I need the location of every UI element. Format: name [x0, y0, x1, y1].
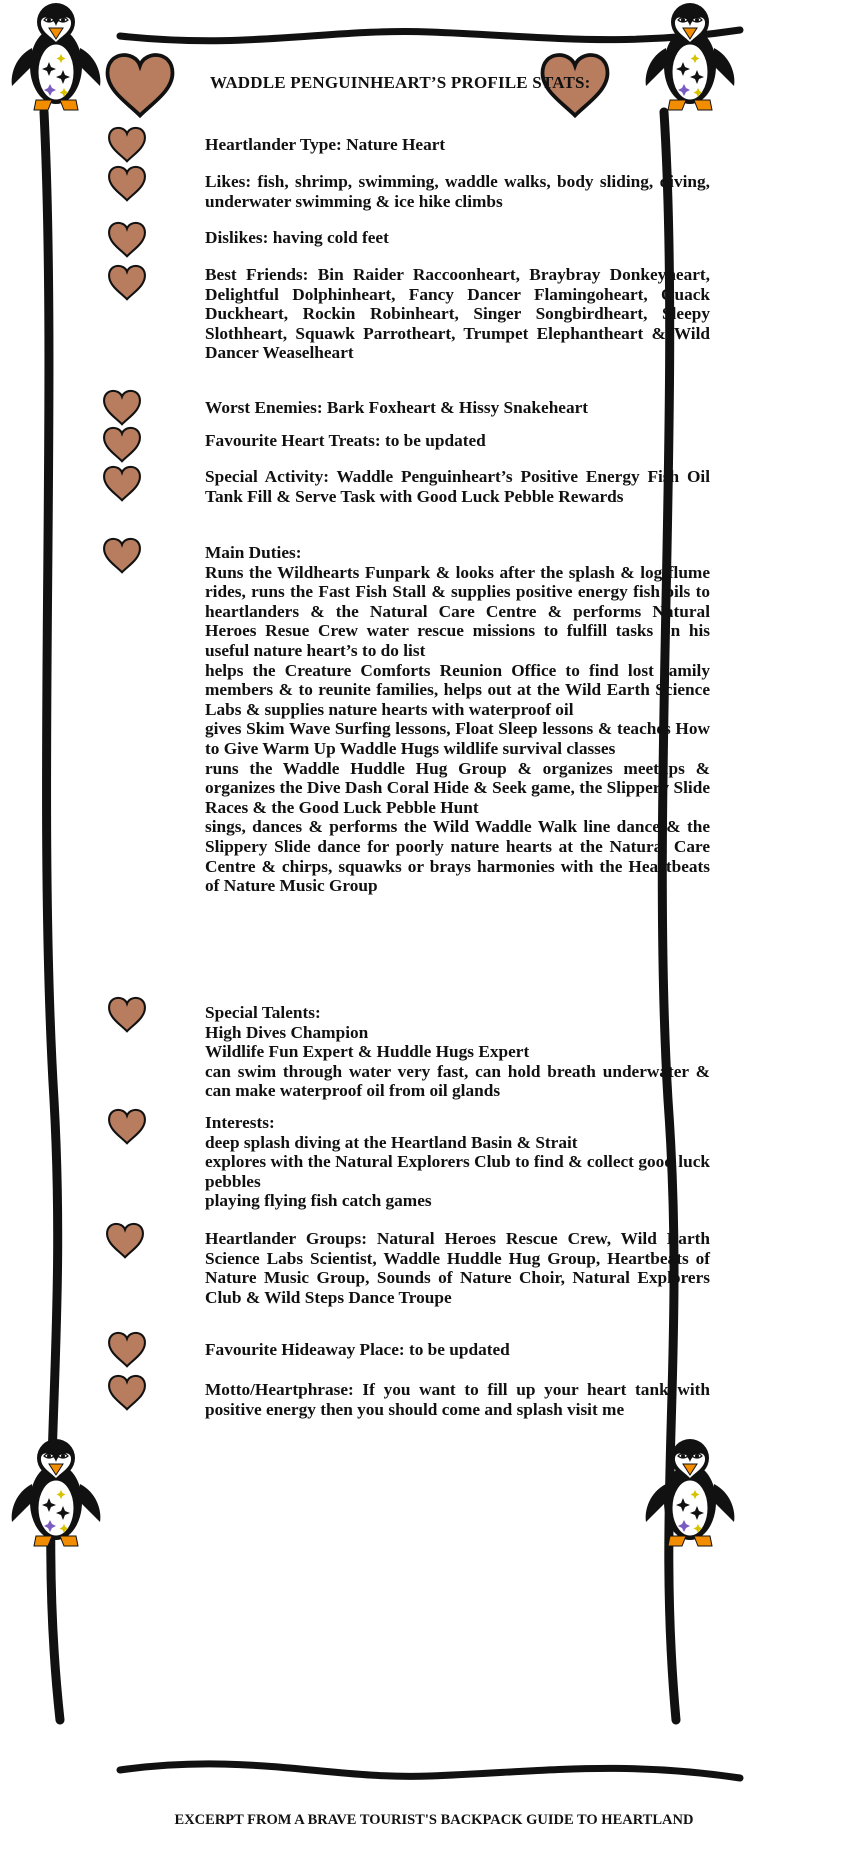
entry-line: sings, dances & performs the Wild Waddle Walk line dance & the Slippery Slide dance for poorly nature hearts at the Natural Care Centre & chirps, squawks or brays harmonies with the Heartbeats of Nature Music Group [205, 817, 710, 896]
heart-bullet-icon [105, 262, 149, 302]
profile-entry [205, 1340, 710, 1360]
heart-bullet-icon [105, 1329, 149, 1369]
penguin-top-right-icon [646, 3, 735, 110]
profile-entry [205, 398, 710, 418]
entry-text: Worst Enemies: Bark Foxheart & Hissy Snakeheart [205, 398, 589, 417]
profile-entry [205, 172, 710, 211]
profile-entry [205, 1113, 710, 1211]
entry-heading: Special Talents: [205, 1003, 321, 1022]
profile-entry [205, 1003, 710, 1101]
profile-entry [205, 1229, 710, 1307]
profile-entry [205, 228, 710, 248]
entry-line: playing flying fish catch games [205, 1191, 432, 1211]
entry-heading: Main Duties: [205, 543, 302, 562]
heart-bullet-icon [105, 1106, 149, 1146]
entry-text: Dislikes: having cold feet [205, 228, 389, 247]
heart-bullet-icon [100, 463, 144, 503]
entry-text: Special Activity: Waddle Penguinheart’s Positive Energy Fish Oil Tank Fill & Serve Task with Good Luck Pebble Rewards [205, 467, 710, 506]
penguin-bottom-left-icon [12, 1439, 101, 1546]
heart-bullet-icon [105, 994, 149, 1034]
entry-text: Favourite Heart Treats: to be updated [205, 431, 486, 450]
heart-bullet-icon [103, 1220, 147, 1260]
profile-entry [205, 135, 710, 155]
entry-text: Heartlander Groups: Natural Heroes Rescue Crew, Wild Earth Science Labs Scientist, Waddle Huddle Hug Group, Heartbeats of Nature Music Group, Sounds of Nature Choir, Natural Explorers Club & Wild Steps Dance Troupe [205, 1229, 710, 1307]
heart-bullet-icon [105, 163, 149, 203]
profile-entry [205, 543, 710, 896]
heart-bullet-icon [105, 124, 149, 164]
profile-entry [205, 467, 710, 506]
entry-text: Favourite Hideaway Place: to be updated [205, 1340, 510, 1359]
heart-bullet-icon [105, 1372, 149, 1412]
entry-line: can swim through water very fast, can hold breath underwater & can make waterproof oil from oil glands [205, 1061, 710, 1101]
entry-text: Heartlander Type: Nature Heart [205, 135, 446, 154]
entry-line: runs the Waddle Huddle Hug Group & organizes meetups & organizes the Dive Dash Coral Hide & Seek game, the Slippery Slide Races & the Good Luck Pebble Hunt [205, 758, 710, 817]
entry-text: Best Friends: Bin Raider Raccoonheart, Braybray Donkeyheart, Delightful Dolphinheart, Fancy Dancer Flamingoheart, Quack Duckheart, Rockin Robinheart, Singer Songbirdheart, Sleepy Slothheart, Squawk Parrotheart, Trumpet Elephantheart & Wild Dancer Weaselheart [205, 265, 710, 363]
penguin-bottom-right-icon [646, 1439, 735, 1546]
entry-heading: Interests: [205, 1113, 275, 1132]
footer-caption: EXCERPT FROM A BRAVE TOURIST'S BACKPACK GUIDE TO HEARTLAND [174, 1812, 694, 1828]
entry-line: Wildlife Fun Expert & Huddle Hugs Expert [205, 1042, 530, 1062]
entry-text: Likes: fish, shrimp, swimming, waddle walks, body sliding, diving, underwater swimming & ice hike climbs [205, 172, 710, 211]
entry-text: Motto/Heartphrase: If you want to fill up your heart tank with positive energy then you should come and splash visit me [205, 1380, 710, 1419]
heart-bullet-icon [100, 387, 144, 427]
profile-entry [205, 265, 710, 363]
profile-entry [205, 1380, 710, 1419]
heart-bullet-icon [100, 535, 144, 575]
entry-line: deep splash diving at the Heartland Basin & Strait [205, 1132, 578, 1152]
entry-line: explores with the Natural Explorers Club to find & collect good luck pebbles [205, 1152, 710, 1191]
entry-line: High Dives Champion [205, 1022, 369, 1042]
heart-bullet-icon [105, 219, 149, 259]
title-heart-left-icon [108, 55, 173, 115]
entry-line: helps the Creature Comforts Reunion Office to find lost family members & to reunite families, helps out at the Wild Earth Science Labs & supplies nature hearts with waterproof oil [205, 660, 710, 719]
entry-line: gives Skim Wave Surfing lessons, Float Sleep lessons & teaches How to Give Warm Up Waddle Hugs wildlife survival classes [205, 719, 710, 758]
heart-bullet-icon [100, 424, 144, 464]
entry-line: Runs the Wildhearts Funpark & looks after the splash & log flume rides, runs the Fast Fish Stall & supplies positive energy fish oils to heartlanders & the Natural Care Centre & performs Natural Heroes Resue Crew water rescue missions to fulfill tasks on his useful nature heart’s to do list [205, 562, 710, 660]
page-title: WADDLE PENGUINHEART’S PROFILE STATS: [210, 73, 591, 92]
penguin-top-left-icon [12, 3, 101, 110]
profile-entry [205, 431, 710, 451]
